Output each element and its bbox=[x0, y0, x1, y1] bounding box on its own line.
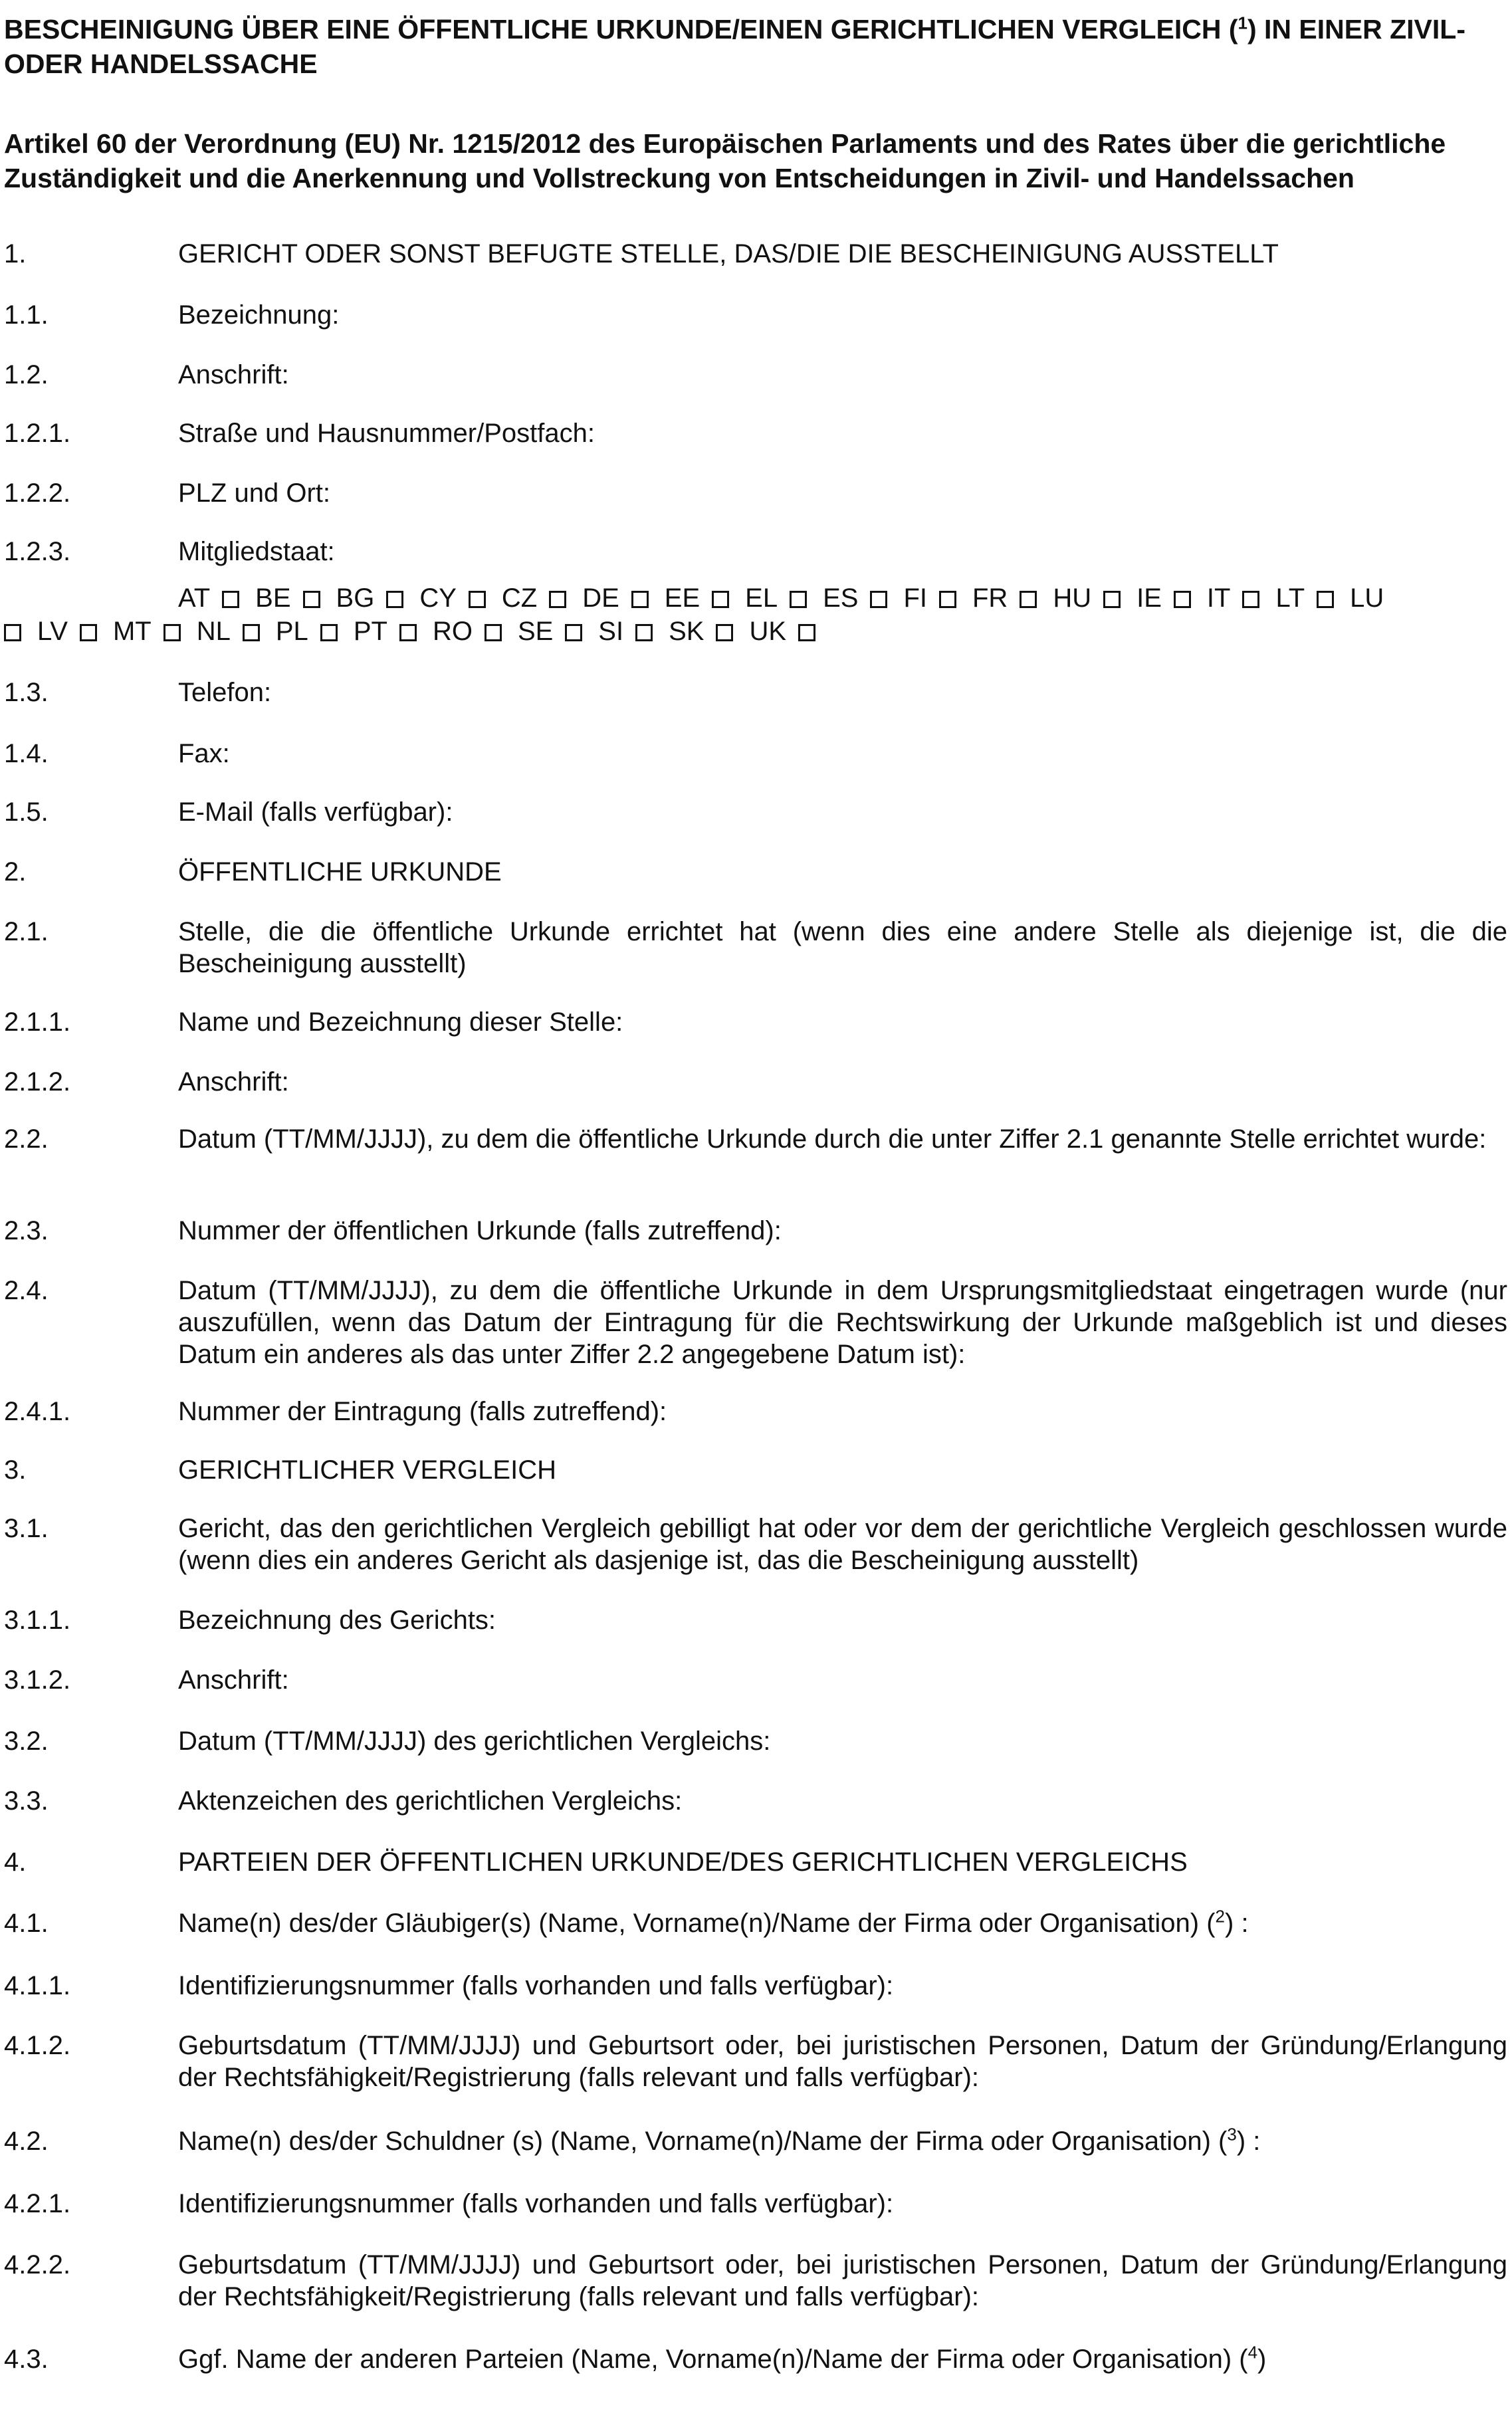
country-option[interactable] bbox=[1207, 582, 1276, 614]
field-label: Telefon: bbox=[178, 678, 272, 707]
country-code: SK bbox=[669, 617, 704, 646]
section-heading: GERICHTLICHER VERGLEICH bbox=[178, 1455, 556, 1485]
field-number: 1.2. bbox=[4, 360, 49, 389]
field-label: Anschrift: bbox=[178, 1665, 289, 1695]
country-code: PL bbox=[275, 617, 308, 646]
country-option[interactable] bbox=[823, 582, 903, 614]
country-option[interactable] bbox=[582, 582, 665, 614]
field-label bbox=[178, 2343, 1507, 2375]
field-label bbox=[178, 1907, 1507, 1939]
country-option[interactable] bbox=[354, 615, 433, 647]
field-label-text: Name(n) des/der Gläubiger(s) (Name, Vorname(n)/Name der Firma oder Organisation) ( bbox=[178, 1909, 1216, 1938]
checkbox[interactable] bbox=[798, 624, 815, 641]
checkbox[interactable] bbox=[303, 591, 320, 608]
field-number: 2.1. bbox=[4, 917, 49, 946]
field-label-text: Name(n) des/der Schuldner (s) (Name, Vorname(n)/Name der Firma oder Organisation) ( bbox=[178, 2127, 1228, 2156]
field-label: Mitgliedstaat: bbox=[178, 537, 335, 566]
country-option[interactable] bbox=[502, 582, 582, 614]
checkbox[interactable] bbox=[222, 591, 239, 608]
field-number: 4.2. bbox=[4, 2127, 49, 2156]
field-number: 3.2. bbox=[4, 1727, 49, 1756]
checkbox[interactable] bbox=[485, 624, 502, 641]
section-number: 1. bbox=[4, 239, 27, 268]
field-number: 1.5. bbox=[4, 797, 49, 827]
country-option[interactable] bbox=[745, 582, 823, 614]
checkbox[interactable] bbox=[565, 624, 582, 641]
field-label-text: Ggf. Name der anderen Parteien (Name, Vorname(n)/Name der Firma oder Organisation) ( bbox=[178, 2345, 1248, 2374]
country-code: BG bbox=[336, 583, 375, 613]
country-code: CZ bbox=[501, 583, 538, 613]
country-code: ES bbox=[823, 583, 859, 613]
field-label: Datum (TT/MM/JJJJ), zu dem die öffentliche Urkunde in dem Ursprungsmitgliedstaat eingetragen wurde (nur auszufüllen, wenn das Datum der Eintragung für die Rechtswirkung der Urkunde maßgeblich ist und dieses Datum ein anderes als das unter Ziffer 2.2 angegebene Datum ist): bbox=[178, 1276, 1507, 1369]
article-reference: Artikel 60 der Verordnung (EU) Nr. 1215/2012 des Europäischen Parlaments und des Rates über die gerichtliche Zuständigkeit und die Anerkennung und Vollstreckung von Entscheidungen in Zivil- und Handelssachen bbox=[4, 128, 1446, 193]
field-label: Datum (TT/MM/JJJJ), zu dem die öffentliche Urkunde durch die unter Ziffer 2.1 genannte Stelle errichtet wurde: bbox=[178, 1124, 1487, 1154]
country-option[interactable] bbox=[433, 615, 518, 647]
checkbox[interactable] bbox=[163, 624, 181, 641]
country-code: HU bbox=[1053, 583, 1092, 613]
field-label: Straße und Hausnummer/Postfach: bbox=[178, 419, 595, 448]
field-label: Geburtsdatum (TT/MM/JJJJ) und Geburtsort oder, bei juristischen Personen, Datum der Gründung/Erlangung der Rechtsfähigkeit/Registrierung (falls relevant und falls verfügbar): bbox=[178, 2250, 1507, 2311]
country-code: AT bbox=[178, 583, 211, 613]
country-code: FI bbox=[903, 583, 927, 613]
field-label-suffix: ) : bbox=[1225, 1909, 1249, 1938]
checkbox[interactable] bbox=[386, 591, 403, 608]
field-number: 2.1.1. bbox=[4, 1007, 71, 1037]
field-label: Gericht, das den gerichtlichen Vergleich gebilligt hat oder vor dem der gerichtliche Vergleich geschlossen wurde (wenn dies ein anderes Gericht als dasjenige ist, das die Bescheinigung ausstellt) bbox=[178, 1514, 1507, 1575]
field-label: Anschrift: bbox=[178, 360, 289, 389]
section-heading: ÖFFENTLICHE URKUNDE bbox=[178, 857, 502, 887]
country-option[interactable] bbox=[197, 615, 276, 647]
footnote-ref: 2 bbox=[1215, 1906, 1226, 1927]
section-number: 4. bbox=[4, 1847, 27, 1877]
section-heading: PARTEIEN DER ÖFFENTLICHEN URKUNDE/DES GERICHTLICHEN VERGLEICHS bbox=[178, 1847, 1188, 1877]
country-code: LV bbox=[37, 617, 68, 646]
checkbox[interactable] bbox=[939, 591, 956, 608]
field-number: 4.2.2. bbox=[4, 2250, 71, 2279]
field-label: Name und Bezeichnung dieser Stelle: bbox=[178, 1007, 623, 1037]
country-option[interactable] bbox=[1350, 582, 1384, 614]
footnote-ref: 4 bbox=[1247, 2342, 1258, 2363]
title-rest: ) IN EINER ZIVIL- ODER HANDELSSACHE bbox=[4, 14, 1465, 79]
checkbox[interactable] bbox=[790, 591, 807, 608]
checkbox[interactable] bbox=[1242, 591, 1259, 608]
checkbox[interactable] bbox=[1020, 591, 1037, 608]
field-number: 1.2.1. bbox=[4, 419, 71, 448]
checkbox[interactable] bbox=[4, 624, 21, 641]
checkbox[interactable] bbox=[716, 624, 733, 641]
field-number: 4.2.1. bbox=[4, 2189, 71, 2218]
field-number: 4.1.2. bbox=[4, 2031, 71, 2060]
field-label: Aktenzeichen des gerichtlichen Vergleichs: bbox=[178, 1786, 683, 1816]
field-number: 2.4. bbox=[4, 1276, 49, 1305]
footnote-ref: 1 bbox=[1238, 13, 1247, 33]
field-number: 4.3. bbox=[4, 2345, 49, 2374]
field-number: 1.4. bbox=[4, 739, 49, 768]
field-label: Geburtsdatum (TT/MM/JJJJ) und Geburtsort oder, bei juristischen Personen, Datum der Gründung/Erlangung der Rechtsfähigkeit/Registrierung (falls relevant und falls verfügbar): bbox=[178, 2031, 1507, 2092]
country-option[interactable] bbox=[749, 615, 831, 647]
country-code: UK bbox=[749, 617, 787, 646]
field-number: 4.1.1. bbox=[4, 1971, 71, 2000]
country-option[interactable] bbox=[972, 582, 1053, 614]
country-option[interactable] bbox=[419, 582, 502, 614]
section-heading: GERICHT ODER SONST BEFUGTE STELLE, DAS/DIE DIE BESCHEINIGUNG AUSSTELLT bbox=[178, 239, 1279, 268]
country-option[interactable] bbox=[903, 582, 972, 614]
country-code: IE bbox=[1136, 583, 1162, 613]
country-code: DE bbox=[582, 583, 619, 613]
field-label bbox=[178, 2125, 1507, 2157]
checkbox[interactable] bbox=[870, 591, 887, 608]
field-number: 4.1. bbox=[4, 1909, 49, 1938]
field-label: E-Mail (falls verfügbar): bbox=[178, 797, 453, 827]
field-label-suffix: ) bbox=[1257, 2345, 1267, 2374]
checkbox[interactable] bbox=[399, 624, 417, 641]
country-code: SI bbox=[598, 617, 624, 646]
country-code: IT bbox=[1206, 583, 1231, 613]
country-option[interactable] bbox=[255, 582, 336, 614]
checkbox[interactable] bbox=[243, 624, 260, 641]
field-label: Fax: bbox=[178, 739, 230, 768]
footnote-ref: 3 bbox=[1227, 2124, 1237, 2145]
country-code: EE bbox=[664, 583, 701, 613]
country-option[interactable] bbox=[1053, 582, 1136, 614]
section-number: 2. bbox=[4, 857, 27, 887]
country-code: RO bbox=[432, 617, 473, 646]
field-label: Bezeichnung: bbox=[178, 300, 340, 330]
country-code: LT bbox=[1275, 583, 1305, 613]
checkbox[interactable] bbox=[1174, 591, 1191, 608]
field-number: 3.1. bbox=[4, 1514, 49, 1543]
field-number: 1.2.2. bbox=[4, 478, 71, 508]
field-number: 2.4.1. bbox=[4, 1397, 71, 1426]
country-option[interactable] bbox=[1136, 582, 1207, 614]
checkbox[interactable] bbox=[549, 591, 566, 608]
country-option[interactable] bbox=[669, 615, 749, 647]
field-label: Stelle, die die öffentliche Urkunde errichtet hat (wenn dies eine andere Stelle als diejenige ist, die die Bescheinigung ausstellt) bbox=[178, 917, 1507, 978]
field-number: 2.2. bbox=[4, 1124, 49, 1154]
title-main: BESCHEINIGUNG ÜBER EINE ÖFFENTLICHE URKUNDE/EINEN GERICHTLICHEN VERGLEICH ( bbox=[4, 14, 1238, 45]
field-label: Identifizierungsnummer (falls vorhanden und falls verfügbar): bbox=[178, 2189, 894, 2218]
field-label: Anschrift: bbox=[178, 1067, 289, 1097]
country-code: PT bbox=[353, 617, 387, 646]
country-code: FR bbox=[972, 583, 1008, 613]
country-option[interactable] bbox=[113, 615, 197, 647]
country-code: LU bbox=[1350, 583, 1384, 613]
field-label: Bezeichnung des Gerichts: bbox=[178, 1606, 496, 1635]
country-option[interactable] bbox=[665, 582, 745, 614]
checkbox[interactable] bbox=[712, 591, 729, 608]
country-option[interactable] bbox=[276, 615, 354, 647]
checkbox[interactable] bbox=[80, 624, 97, 641]
country-option[interactable] bbox=[598, 615, 669, 647]
field-label: PLZ und Ort: bbox=[178, 478, 330, 508]
checkbox[interactable] bbox=[631, 591, 649, 608]
checkbox[interactable] bbox=[635, 624, 653, 641]
field-number: 1.3. bbox=[4, 678, 49, 707]
country-option[interactable] bbox=[1275, 582, 1350, 614]
country-code: MT bbox=[112, 617, 152, 646]
checkbox[interactable] bbox=[320, 624, 338, 641]
field-label: Identifizierungsnummer (falls vorhanden und falls verfügbar): bbox=[178, 1971, 894, 2000]
country-option[interactable] bbox=[518, 615, 598, 647]
field-number: 2.1.2. bbox=[4, 1067, 71, 1097]
member-state-line-1 bbox=[178, 582, 1507, 614]
checkbox[interactable] bbox=[1317, 591, 1334, 608]
checkbox[interactable] bbox=[1103, 591, 1121, 608]
field-number: 1.1. bbox=[4, 300, 49, 330]
country-code: CY bbox=[419, 583, 457, 613]
country-code: SE bbox=[517, 617, 554, 646]
member-state-line-2 bbox=[4, 615, 1333, 647]
field-number: 3.3. bbox=[4, 1786, 49, 1816]
field-number: 3.1.1. bbox=[4, 1606, 71, 1635]
country-code: BE bbox=[255, 583, 291, 613]
field-label: Nummer der Eintragung (falls zutreffend): bbox=[178, 1397, 667, 1426]
field-label-suffix: ) : bbox=[1236, 2127, 1261, 2156]
field-label: Datum (TT/MM/JJJJ) des gerichtlichen Vergleichs: bbox=[178, 1727, 771, 1756]
section-number: 3. bbox=[4, 1455, 27, 1485]
field-number: 1.2.3. bbox=[4, 537, 71, 566]
document-title bbox=[4, 12, 1506, 81]
field-label: Nummer der öffentlichen Urkunde (falls zutreffend): bbox=[178, 1216, 782, 1245]
country-option[interactable] bbox=[336, 582, 420, 614]
field-number: 2.3. bbox=[4, 1216, 49, 1245]
country-option[interactable] bbox=[37, 615, 113, 647]
country-code: NL bbox=[196, 617, 231, 646]
checkbox[interactable] bbox=[469, 591, 486, 608]
country-code: EL bbox=[745, 583, 778, 613]
country-option[interactable] bbox=[178, 582, 255, 614]
field-number: 3.1.2. bbox=[4, 1665, 71, 1695]
